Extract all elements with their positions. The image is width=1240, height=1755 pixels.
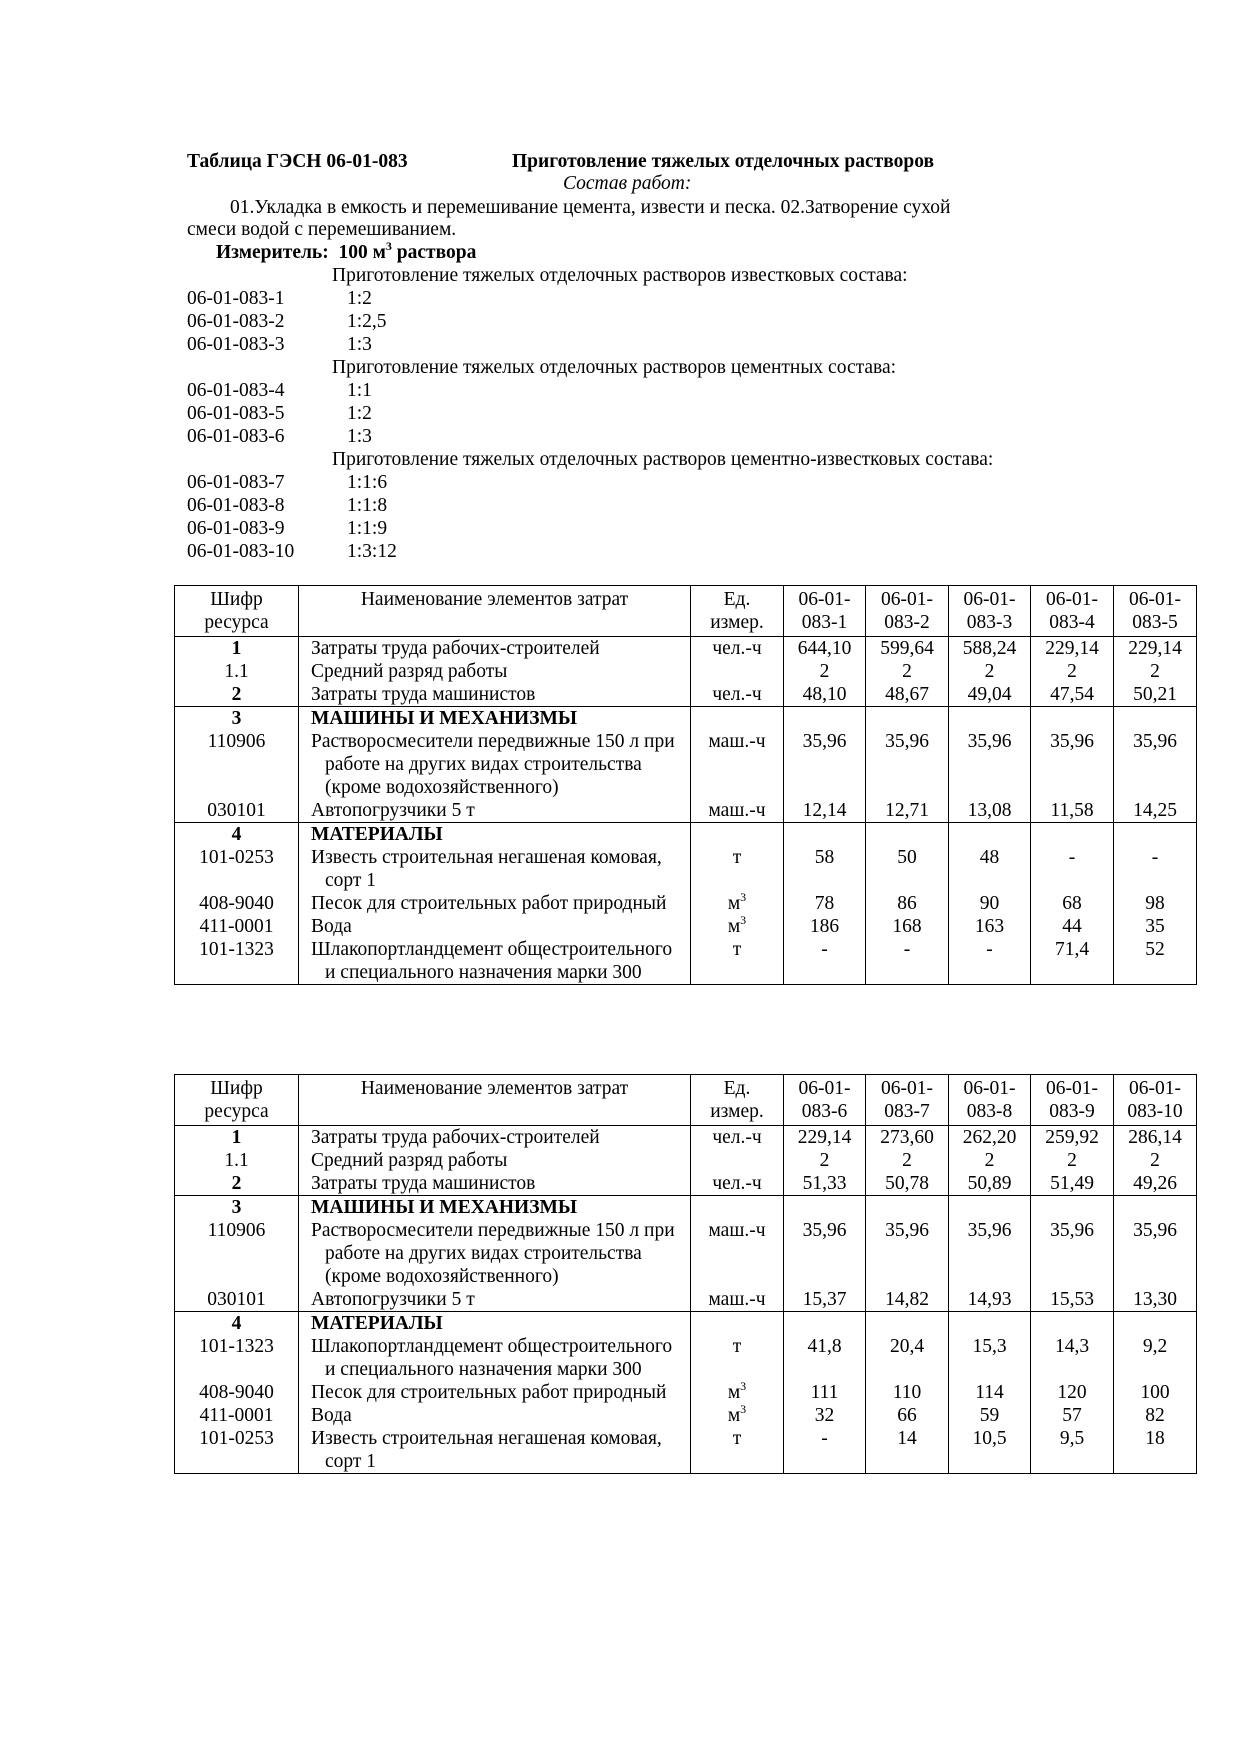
norm-ratio: 1:1:9 — [347, 518, 388, 539]
norm-code: 06-01-083-5 — [187, 403, 285, 424]
table-header-row — [175, 1075, 1197, 1126]
work-composition-line1: 01.Укладка в емкость и перемешивание цемента, извести и песка. 02.Затворение сухой — [230, 197, 951, 218]
norm-code: 06-01-083-2 — [187, 311, 285, 332]
table-header-row — [175, 586, 1197, 637]
norm-code: 06-01-083-6 — [187, 426, 285, 447]
norm-ratio: 1:3:12 — [347, 541, 397, 562]
group-title: Приготовление тяжелых отделочных растворов цементно-известковых состава: — [332, 449, 994, 470]
section-row-machines: 3 МАШИНЫ И МЕХАНИЗМЫ — [175, 1196, 1197, 1220]
norm-code: 06-01-083-8 — [187, 495, 285, 516]
resource-table-1 — [174, 585, 1197, 985]
norm-code: 06-01-083-9 — [187, 518, 285, 539]
header-code: Шифр ресурса — [175, 586, 299, 637]
norm-ratio: 1:1:6 — [347, 472, 388, 493]
header-col: 06-01- 083-4 — [1031, 586, 1114, 637]
group-title: Приготовление тяжелых отделочных растворов известковых состава: — [332, 265, 908, 286]
header-col: 06-01- 083-1 — [784, 586, 866, 637]
table-row: 110906 Растворосмесители передвижные 150 л при работе на других видах строительства (кроме водохозяйственного) маш.-ч 35,96 35,96 35,96 35,96 35,96 — [175, 730, 1197, 799]
header-col: 06-01- 083-7 — [866, 1075, 949, 1126]
measure-value: 100 м — [338, 242, 386, 263]
norm-ratio: 1:1:8 — [347, 495, 388, 516]
norm-ratio: 1:2 — [347, 403, 372, 424]
header-code: Шифр ресурса — [175, 1075, 299, 1126]
measure-suffix: раствора — [391, 242, 477, 263]
header-col: 06-01- 083-8 — [949, 1075, 1031, 1126]
measure-label: Измеритель: — [216, 242, 329, 263]
table-row: 101-0253 Известь строительная негашеная комовая, сорт 1 т 58 50 48 - - — [175, 846, 1197, 892]
table-row: 411-0001 Вода $м^3$ 186 168 163 44 35 — [175, 915, 1197, 938]
header-col: 06-01- 083-6 — [784, 1075, 866, 1126]
header-col: 06-01- 083-2 — [866, 586, 949, 637]
table-row: 101-1323 Шлакопортландцемент общестроительного и специального назначения марки 300 т - - - 71,4 52 — [175, 938, 1197, 985]
measure-line — [216, 238, 477, 264]
header-unit: Ед. измер. — [691, 586, 784, 637]
header-col: 06-01- 083-9 — [1031, 1075, 1114, 1126]
norm-code: 06-01-083-7 — [187, 472, 285, 493]
section-row-materials: 4 МАТЕРИАЛЫ — [175, 823, 1197, 847]
table-row: 110906 Растворосмесители передвижные 150 л при работе на других видах строительства (кроме водохозяйственного) маш.-ч 35,96 35,96 35,96 35,96 35,96 — [175, 1219, 1197, 1288]
page-title: Приготовление тяжелых отделочных растворов — [512, 151, 934, 172]
table-row: 1 Затраты труда рабочих-строителей чел.-ч 644,10 599,64 588,24 229,14 229,14 — [175, 637, 1197, 661]
measure-sup: 3 — [385, 238, 392, 253]
norm-code: 06-01-083-1 — [187, 288, 285, 309]
table-row: 101-1323 Шлакопортландцемент общестроительного и специального назначения марки 300 т 41,8 20,4 15,3 14,3 9,2 — [175, 1335, 1197, 1381]
table-row: 411-0001 Вода $м^3$ 32 66 59 57 82 — [175, 1404, 1197, 1427]
table-row: 408-9040 Песок для строительных работ природный $м^3$ 111 110 114 120 100 — [175, 1381, 1197, 1404]
header-col: 06-01- 083-10 — [1114, 1075, 1197, 1126]
header-col: 06-01- 083-5 — [1114, 586, 1197, 637]
norm-code: 06-01-083-10 — [187, 541, 295, 562]
norm-ratio: 1:3 — [347, 334, 372, 355]
table-row: 1 Затраты труда рабочих-строителей чел.-ч 229,14 273,60 262,20 259,92 286,14 — [175, 1126, 1197, 1150]
header-name: Наименование элементов затрат — [299, 586, 691, 637]
section-row-materials: 4 МАТЕРИАЛЫ — [175, 1312, 1197, 1336]
table-row: 101-0253 Известь строительная негашеная комовая, сорт 1 т - 14 10,5 9,5 18 — [175, 1427, 1197, 1474]
work-composition-line2: смеси водой с перемешиванием. — [187, 219, 457, 240]
section-row-machines: 3 МАШИНЫ И МЕХАНИЗМЫ — [175, 707, 1197, 731]
norm-code: 06-01-083-4 — [187, 380, 285, 401]
table-row: 408-9040 Песок для строительных работ природный $м^3$ 78 86 90 68 98 — [175, 892, 1197, 915]
header-col: 06-01- 083-3 — [949, 586, 1031, 637]
norm-ratio: 1:2,5 — [347, 311, 387, 332]
norm-ratio: 1:3 — [347, 426, 372, 447]
table-row: 2 Затраты труда машинистов чел.-ч 48,10 48,67 49,04 47,54 50,21 — [175, 683, 1197, 707]
work-composition-label: Состав работ: — [563, 173, 692, 194]
table-row: 1.1 Средний разряд работы 2 2 2 2 2 — [175, 660, 1197, 683]
table-row: 2 Затраты труда машинистов чел.-ч 51,33 50,78 50,89 51,49 49,26 — [175, 1172, 1197, 1196]
table-row: 030101 Автопогрузчики 5 т маш.-ч 15,37 14,82 14,93 15,53 13,30 — [175, 1288, 1197, 1312]
header-unit: Ед. измер. — [691, 1075, 784, 1126]
header-name: Наименование элементов затрат — [299, 1075, 691, 1126]
resource-table-2 — [174, 1074, 1197, 1474]
table-code: Таблица ГЭСН 06-01-083 — [187, 151, 408, 172]
table-row: 1.1 Средний разряд работы 2 2 2 2 2 — [175, 1149, 1197, 1172]
table-row: 030101 Автопогрузчики 5 т маш.-ч 12,14 12,71 13,08 11,58 14,25 — [175, 799, 1197, 823]
norm-ratio: 1:1 — [347, 380, 372, 401]
norm-code: 06-01-083-3 — [187, 334, 285, 355]
norm-ratio: 1:2 — [347, 288, 372, 309]
group-title: Приготовление тяжелых отделочных растворов цементных состава: — [332, 357, 897, 378]
